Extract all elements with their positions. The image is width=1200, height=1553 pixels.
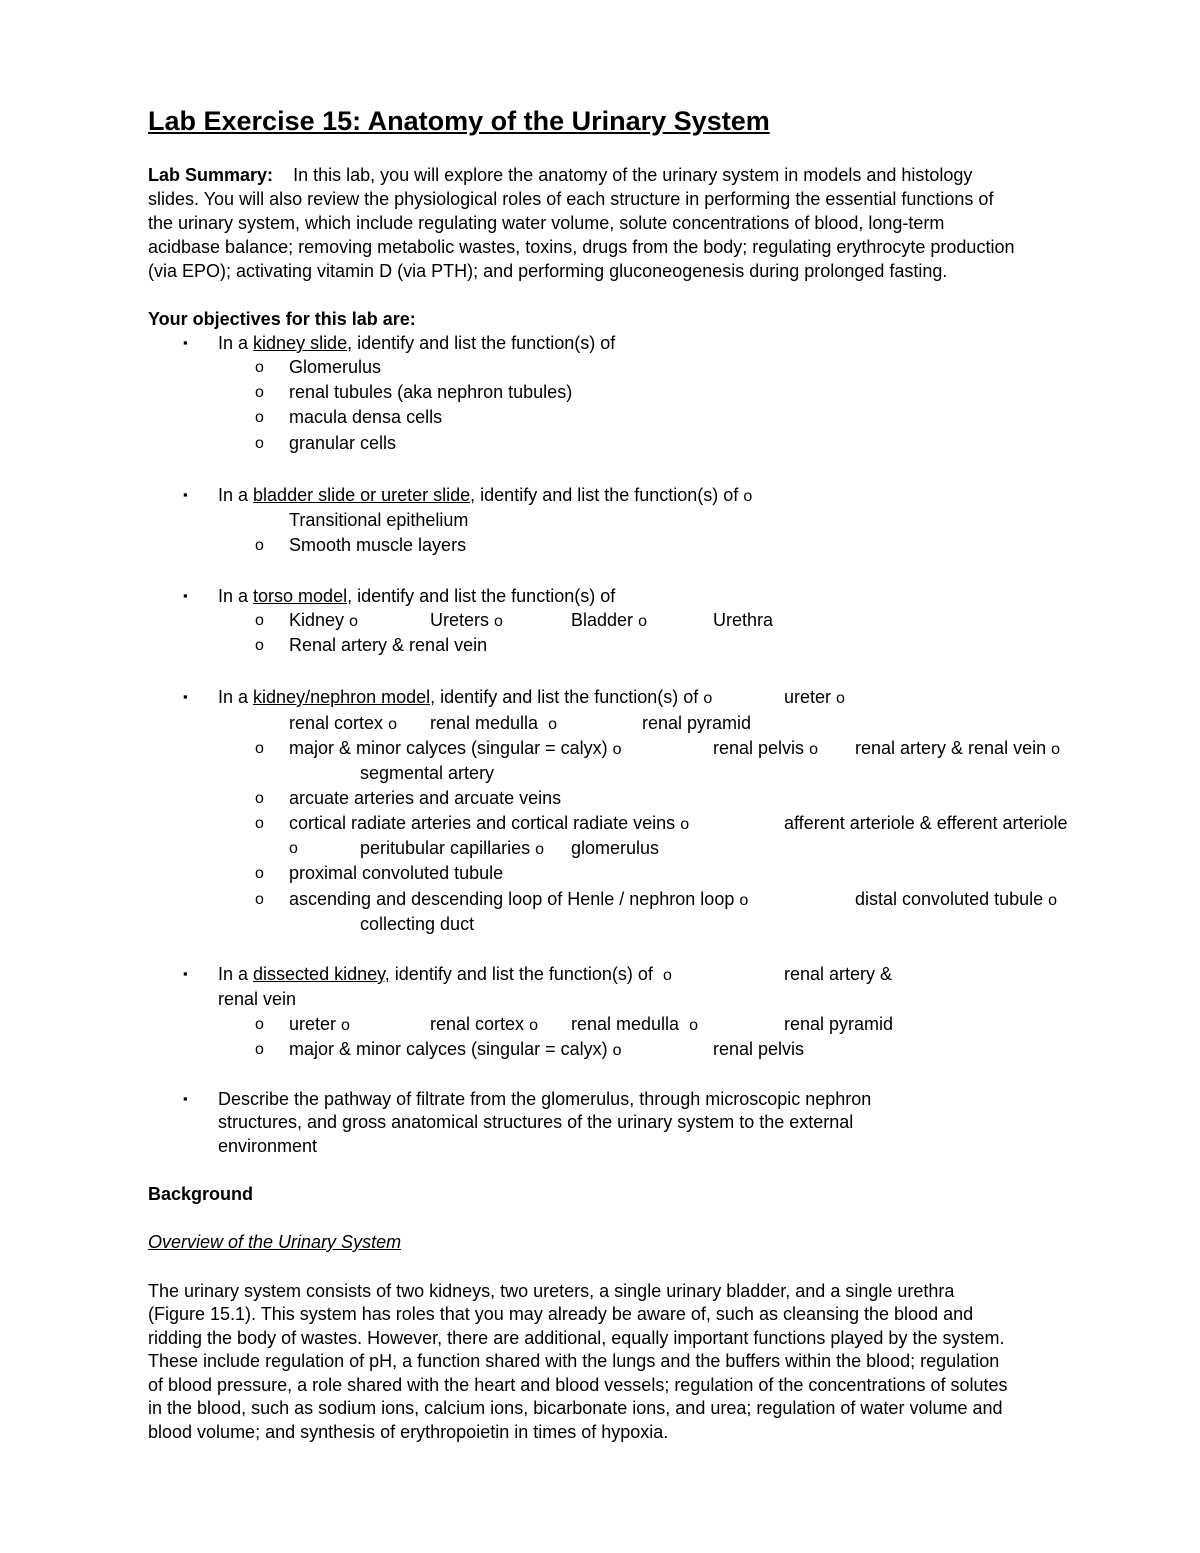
list-item: Urethra [713, 610, 774, 630]
paragraph-line: These include regulation of pH, a function shared with the lungs and the buffers within the blood; regulation [148, 1351, 1000, 1371]
list-item: renal pelvis [713, 1039, 805, 1059]
list-item: granular cells [289, 433, 397, 453]
paragraph-line: blood volume; and synthesis of erythropoietin in times of hypoxia. [148, 1422, 669, 1442]
page-title: Lab Exercise 15: Anatomy of the Urinary System [148, 106, 770, 136]
list-item: renal medulla o [430, 713, 557, 733]
list-item: Renal artery & renal vein [289, 635, 488, 655]
objective-nephron-model: In a kidney/nephron model, identify and list the function(s) of o [218, 687, 713, 707]
list-item: ureter o [289, 1014, 350, 1034]
paragraph-line: of blood pressure, a role shared with the heart and blood vessels; regulation of the concentrations of solutes [148, 1375, 1008, 1395]
list-item: major & minor calyces (singular = calyx) o [289, 738, 622, 758]
bullet: ▪ [183, 966, 188, 981]
objectives-heading: Your objectives for this lab are: [148, 309, 416, 329]
bullet: ▪ [183, 588, 188, 603]
list-item: Glomerulus [289, 357, 382, 377]
background-heading: Background [148, 1184, 254, 1204]
list-item: distal convoluted tubule o [855, 889, 1058, 909]
list-item: afferent arteriole & efferent arteriole [784, 813, 1068, 833]
list-item: collecting duct [360, 914, 475, 934]
bullet: ▪ [183, 1091, 188, 1106]
bullet: ▪ [183, 487, 188, 502]
list-item: glomerulus [571, 838, 660, 858]
list-item: proximal convoluted tubule [289, 863, 504, 883]
summary-line-3: the urinary system, which include regulating water volume, solute concentrations of blood, long-term [148, 213, 945, 233]
list-item: cortical radiate arteries and cortical radiate veins o [289, 813, 690, 833]
paragraph-line: in the blood, such as sodium ions, calcium ions, bicarbonate ions, and urea; regulation of water volume and [148, 1398, 1003, 1418]
objective-pathway: structures, and gross anatomical structures of the urinary system to the external [218, 1112, 854, 1132]
summary-line-5: (via EPO); activating vitamin D (via PTH); and performing gluconeogenesis during prolonged fasting. [148, 261, 948, 281]
list-item: renal tubules (aka nephron tubules) [289, 382, 573, 402]
list-item: Ureters o [430, 610, 503, 630]
list-item: Kidney o [289, 610, 358, 630]
background-subheading: Overview of the Urinary System [148, 1232, 402, 1252]
objective-torso-model: In a torso model, identify and list the function(s) of [218, 586, 616, 606]
list-item: arcuate arteries and arcuate veins [289, 788, 562, 808]
list-item: renal medulla o [571, 1014, 698, 1034]
list-item: peritubular capillaries o [360, 838, 545, 858]
list-item: renal artery & renal vein o [855, 738, 1061, 758]
objective-pathway: Describe the pathway of filtrate from the glomerulus, through microscopic nephron [218, 1089, 872, 1109]
paragraph-line: The urinary system consists of two kidneys, two ureters, a single urinary bladder, and a single urethra [148, 1281, 955, 1301]
bullet: ▪ [183, 689, 188, 704]
objective-bladder-slide: In a bladder slide or ureter slide, identify and list the function(s) of o [218, 485, 753, 505]
objective-dissected-kidney: In a dissected kidney, identify and list the function(s) of o [218, 964, 672, 984]
bullet: ▪ [183, 335, 188, 350]
summary-line-4: acidbase balance; removing metabolic wastes, toxins, drugs from the body; regulating erythrocyte production [148, 237, 1015, 257]
list-item: Transitional epithelium [289, 510, 469, 530]
summary-label: Lab Summary: [148, 165, 274, 185]
list-item: Smooth muscle layers [289, 535, 467, 555]
list-item: renal pyramid [642, 713, 752, 733]
paragraph-line: (Figure 15.1). This system has roles that you may already be aware of, such as cleansing the blood and [148, 1304, 974, 1324]
document-page: Lab Exercise 15: Anatomy of the Urinary System Lab Summary: In this lab, you will explore the anatomy of the urinary system in models and histology slides. You will also review the physiological roles of each structure in performing the essential functions of the urinary system, which include regulating water volume, solute concentrations of blood, long-term acidbase balance; removing metabolic wastes, toxins, drugs from the body; regulating erythrocyte production (via EPO); activating vitamin D (via PTH); and performing gluconeogenesis during prolonged fasting. Your objectives for this lab are: ▪ In a kidney slide, identify and list the function(s) of o Glomerulus o renal tubules (aka nephron tubules) o macula densa cells o granular cells ▪ In a bladder slide or ureter slide, identify and list the function(s) of o Transitional epithelium o Smooth muscle layers ▪ In a torso model, identify and list the function(s) of o Kidney o Ureters o Bladder o Urethra o Renal artery & renal vein ▪ In a kidney/nephron model, identify and list the function(s) of o ureter o renal cortex o renal medulla o renal pyramid o major & minor calyces (singular = calyx) o renal pelvis o renal artery & renal vein o segmental artery o arcuate arteries and arcuate veins o cortical radiate arteries and cortical radiate veins o afferent arteriole & efferent arteriole o peritubular capillaries o glomerulus o proximal convoluted tubule o ascending and descending loop of Henle / nephron loop o distal convoluted tubule o collecting duct ▪ In a dissected kidney, identify and list the function(s) of o renal artery & renal vein o ureter o renal cortex o renal medulla o renal pyramid o major & minor calyces (singular = calyx) o renal pelvis ▪ Describe the pathway of filtrate from the glomerulus, through microscopic nephron structures, and gross anatomical structures of the urinary system to the external environment Background Overview of the Urinary System The urinary system consists of two kidneys, two ureters, a single urinary bladder, and a single urethra (Figure 15.1). This system has roles that you may already be aware of, such as cleansing the blood and ridding the body of wastes. However, there are additional, equally important functions played by the system. These include regulation of pH, a function shared with the lungs and the buffers within the blood; regulation of blood pressure, a role shared with the heart and blood vessels; regulation of the concentrations of solutes in the blood, such as sodium ions, calcium ions, bicarbonate ions, and urea; regulation of water volume and blood volume; and synthesis of erythropoietin in times of hypoxia. [148, 106, 1068, 1442]
list-item: renal pelvis o [713, 738, 818, 758]
list-item: ascending and descending loop of Henle / nephron loop o [289, 889, 749, 909]
objective-kidney-slide: In a kidney slide, identify and list the function(s) of [218, 333, 616, 353]
paragraph-line: ridding the body of wastes. However, there are additional, equally important functions played by the system. [148, 1328, 1005, 1348]
list-item: Bladder o [571, 610, 647, 630]
list-item: renal vein [218, 989, 297, 1009]
list-item: major & minor calyces (singular = calyx) o [289, 1039, 622, 1059]
list-item: segmental artery [360, 763, 495, 783]
list-item: renal cortex o [289, 713, 397, 733]
summary-line-2: slides. You will also review the physiological roles of each structure in performing the essential functions of [148, 189, 994, 209]
list-item: renal pyramid [784, 1014, 894, 1034]
list-item: macula densa cells [289, 407, 443, 427]
summary-line-1: Lab Summary: In this lab, you will explore the anatomy of the urinary system in models and histology [148, 165, 973, 185]
objective-pathway: environment [218, 1136, 318, 1156]
list-item: renal artery & [784, 964, 893, 984]
list-item: renal cortex o [430, 1014, 538, 1034]
list-item: ureter o [784, 687, 845, 707]
